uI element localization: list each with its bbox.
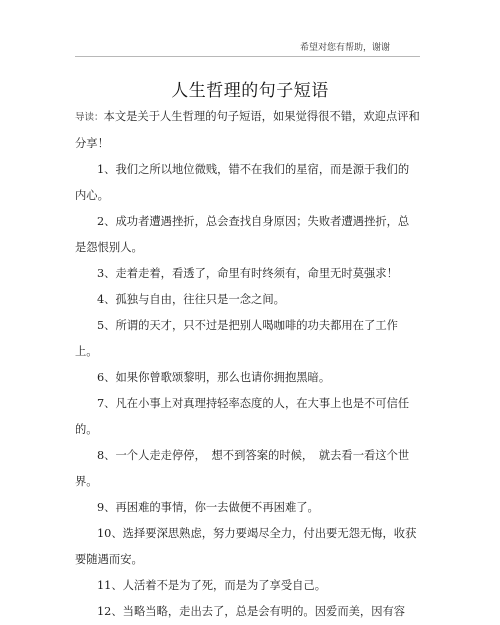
list-item: 9、再困难的事情，你一去做便不再困难了。 — [97, 501, 319, 514]
list-item: 8、一个人走走停停， 想不到答案的时候， 就去看一看这个世界。 — [75, 449, 410, 488]
list-item: 5、所谓的天才，只不过是把别人喝咖啡的功夫都用在了工作上。 — [75, 319, 398, 358]
list-item: 1、我们之所以地位微贱，错不在我们的星宿，而是源于我们的内心。 — [75, 163, 410, 202]
list-item: 7、凡在小事上对真理持轻率态度的人，在大事上也是不可信任的。 — [75, 397, 410, 436]
intro-label: 导读： — [75, 112, 104, 123]
intro-text: 本文是关于人生哲理的句子短语，如果觉得很不错，欢迎点评和分享！ — [75, 110, 420, 150]
list-item: 4、孤独与自由，往往只是一念之间。 — [97, 293, 285, 306]
list-item: 11、人活着不是为了死，而是为了享受自己。 — [97, 579, 327, 592]
intro-paragraph — [75, 104, 420, 157]
list-item: 6、如果你曾歌颂黎明，那么也请你拥抱黑暗。 — [97, 371, 331, 384]
list-item: 12、当略当略，走出去了，总是会有明的。因爱而美，因有容 — [97, 605, 406, 618]
header-note: 希望对您有帮助，谢谢 — [300, 43, 391, 53]
document-body — [75, 104, 420, 625]
list-item: 3、走着走着，看透了，命里有时终须有，命里无时莫强求！ — [97, 267, 398, 280]
list-item: 10、选择要深思熟虑，努力要竭尽全力，付出要无怨无悔，收获要随遇而安。 — [75, 527, 417, 566]
list-item: 2、成功者遭遇挫折，总会查找自身原因；失败者遭遇挫折，总是怨恨别人。 — [75, 215, 410, 254]
header-divider — [75, 56, 420, 57]
document-title: 人生哲理的句子短语 — [171, 81, 329, 101]
